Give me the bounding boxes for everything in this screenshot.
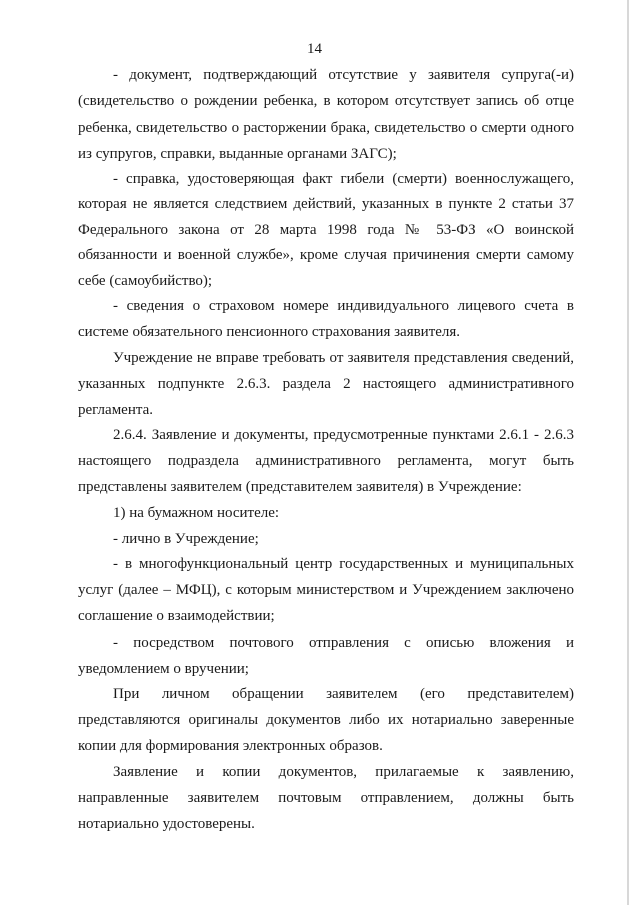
page-number: 14	[307, 41, 322, 57]
text-line: уведомлением о вручении;	[78, 661, 249, 677]
text-line: - лично в Учреждение;	[113, 531, 259, 547]
text-line: настоящего подраздела административного регламента, могут быть	[78, 453, 574, 469]
text-line: представляются оригиналы документов либо их нотариально заверенные	[78, 712, 574, 728]
text-line: нотариально удостоверены.	[78, 816, 255, 832]
text-line: представлены заявителем (представителем заявителя) в Учреждение:	[78, 479, 522, 495]
text-line: 1) на бумажном носителе:	[113, 505, 280, 521]
text-line: - в многофункциональный центр государственных и муниципальных	[113, 556, 574, 572]
text-line: соглашение о взаимодействии;	[78, 608, 275, 624]
text-line: При личном обращении заявителем (его представителем)	[113, 686, 574, 702]
text-line: системе обязательного пенсионного страхования заявителя.	[78, 324, 461, 340]
text-line: копии для формирования электронных образов.	[78, 738, 383, 754]
text-line: 2.6.4. Заявление и документы, предусмотренные пунктами 2.6.1 - 2.6.3	[113, 427, 574, 443]
text-line: которая не является следствием действий, указанных в пункте 2 статьи 37	[78, 196, 574, 212]
text-line: услуг (далее – МФЦ), с которым министерством и Учреждением заключено	[78, 582, 574, 598]
text-line: ребенка, свидетельство о расторжении брака, свидетельство о смерти одного	[78, 120, 574, 136]
text-line: Учреждение не вправе требовать от заявителя представления сведений,	[113, 350, 574, 366]
text-line: регламента.	[78, 402, 154, 418]
text-line: - документ, подтверждающий отсутствие у заявителя супруга(-и)	[113, 67, 574, 83]
text-line: направленные заявителем почтовым отправлением, должны быть	[78, 790, 574, 806]
text-line: указанных подпункте 2.6.3. раздела 2 настоящего административного	[78, 376, 574, 392]
text-line: (свидетельство о рождении ребенка, в котором отсутствует запись об отце	[78, 93, 574, 109]
text-line: из супругов, справки, выданные органами ЗАГС);	[78, 146, 397, 162]
text-line: обязанности и военной службе», кроме случая причинения смерти самому	[78, 247, 574, 263]
text-line: Федерального закона от 28 марта 1998 года № 53-ФЗ «О воинской	[78, 222, 574, 238]
text-line: - сведения о страховом номере индивидуального лицевого счета в	[113, 298, 574, 314]
text-line: - справка, удостоверяющая факт гибели (смерти) военнослужащего,	[113, 171, 574, 187]
text-line: Заявление и копии документов, прилагаемые к заявлению,	[113, 764, 574, 780]
text-line: - посредством почтового отправления с описью вложения и	[113, 635, 574, 651]
text-line: себе (самоубийство);	[78, 273, 213, 289]
